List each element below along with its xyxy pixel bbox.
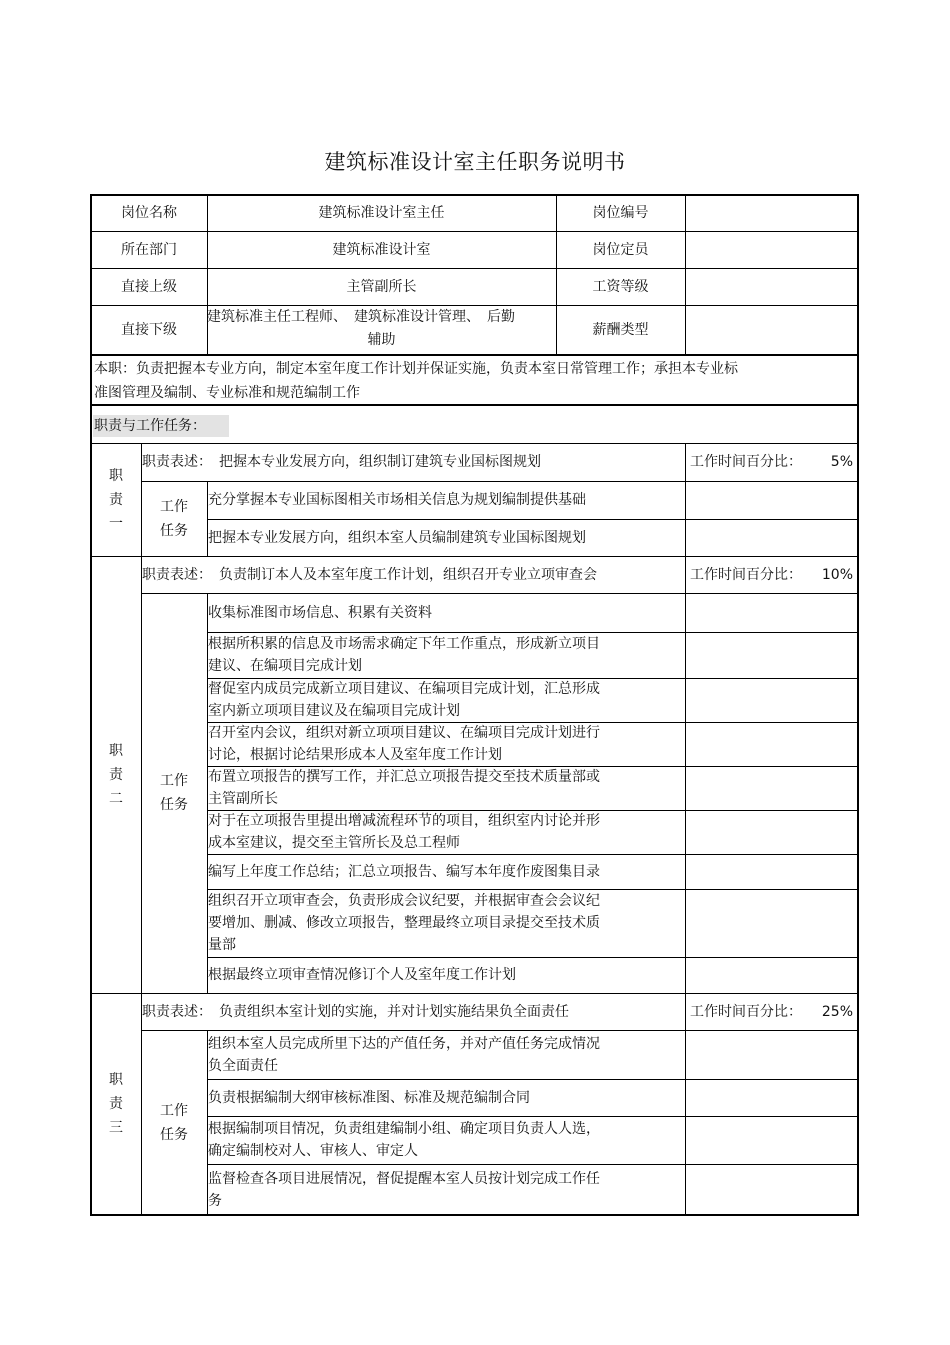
duty-task-extra [685, 1116, 858, 1164]
duty-task [207, 593, 685, 632]
table-vertical-rule [556, 194, 557, 355]
duty-task-extra [685, 1079, 858, 1116]
duty-task-line: 根据所积累的信息及市场需求确定下年工作重点，形成新立项目 [208, 636, 600, 652]
table-horizontal-rule [207, 678, 858, 679]
duty-task-label [141, 481, 207, 556]
duty-task-extra [685, 1030, 858, 1079]
duty-task-line: 主管副所长 [208, 791, 278, 807]
header-label-2: 薪酬类型 [592, 322, 649, 338]
table-vertical-rule [857, 194, 859, 1216]
header-value-2 [685, 231, 858, 268]
duty-task-lines [208, 602, 432, 624]
duty-task-extra [685, 722, 858, 766]
duty-task [207, 519, 685, 556]
table-vertical-rule [141, 993, 142, 1215]
header-label-2: 岗位定员 [592, 241, 649, 258]
duty-name-char: 职 [109, 1072, 123, 1088]
duty-task-line: 召开室内会议，组织对新立项项目建议、在编项目完成计划进行 [208, 725, 600, 741]
duty-task-extra [685, 957, 858, 993]
header-label: 岗位名称 [121, 204, 177, 221]
header-label: 直接下级 [121, 322, 177, 338]
duty-task [207, 722, 685, 766]
table-horizontal-rule [207, 1079, 858, 1080]
table-horizontal-rule [207, 766, 858, 767]
header-label: 所在部门 [121, 241, 177, 258]
table-vertical-rule [141, 556, 142, 993]
duty-task-lines [208, 1033, 600, 1077]
duty-task-lines [208, 766, 600, 810]
duty-task-extra [685, 678, 858, 722]
header-value: 主管副所长 [346, 278, 417, 295]
duty-name-char: 职 [109, 467, 123, 484]
duty-task-extra [685, 854, 858, 889]
duty-time-value: 25% [821, 1003, 853, 1020]
duty-task-label-word: 工作 [160, 773, 188, 789]
table-vertical-rule [685, 443, 686, 556]
duty-task-lines [208, 1118, 600, 1162]
duty-task-lines [208, 1087, 530, 1109]
duty-task [207, 1164, 685, 1215]
duty-name [91, 556, 141, 993]
duty-task-lines [208, 890, 600, 956]
duty-task-lines [208, 861, 600, 883]
header-value-line: 辅助 [367, 332, 396, 348]
duty-statement: 职责表述： 负责组织本室计划的实施，并对计划实施结果负全面责任 [142, 1003, 569, 1020]
duty-task-line: 把握本专业发展方向，组织本室人员编制建筑专业国标图规划 [208, 529, 586, 546]
table-vertical-rule [207, 194, 208, 355]
table-horizontal-rule [141, 481, 858, 482]
duty-task [207, 810, 685, 854]
duty-task [207, 678, 685, 722]
duty-task-line: 充分掌握本专业国标图相关市场相关信息为规划编制提供基础 [208, 492, 586, 508]
header-label: 直接上级 [121, 278, 177, 295]
duty-task-line: 要增加、删减、修改立项报告，整理最终立项目录提交至技术质 [208, 915, 600, 931]
duty-task-lines [208, 489, 586, 511]
duty-task-line: 监督检查各项目进展情况，督促提醒本室人员按计划完成工作任 [208, 1170, 600, 1187]
duty-task [207, 1079, 685, 1116]
duty-time-value: 10% [821, 566, 853, 583]
table-horizontal-rule [207, 1116, 858, 1117]
table-vertical-rule [207, 1030, 208, 1215]
duty-task [207, 766, 685, 810]
duty-name-char: 责 [109, 766, 123, 783]
duty-task-line: 负责根据编制大纲审核标准图、标准及规范编制合同 [208, 1089, 530, 1106]
duty-task-label-word: 任务 [160, 797, 188, 813]
duty-task-lines [208, 527, 586, 549]
table-horizontal-rule [91, 1214, 859, 1216]
duty-task-label-word: 任务 [160, 522, 188, 539]
duty-task-extra [685, 519, 858, 556]
duty-name-char: 职 [109, 742, 123, 759]
duty-time-label: 工作时间百分比： [690, 566, 802, 583]
duty-task-line: 根据最终立项审查情况修订个人及室年度工作计划 [208, 967, 516, 983]
table-horizontal-rule [91, 404, 859, 406]
duty-task-line: 编写上年度工作总结；汇总立项报告、编写本年度作废图集目录 [208, 863, 600, 880]
table-horizontal-rule [141, 593, 858, 594]
duty-task-lines [208, 964, 516, 986]
duty-task [207, 1030, 685, 1079]
duty-task-extra [685, 632, 858, 678]
duty-statement: 职责表述： 负责制订本人及本室年度工作计划，组织召开专业立项审查会 [142, 566, 597, 583]
duty-statement: 职责表述： 把握本专业发展方向，组织制订建筑专业国标图规划 [142, 454, 541, 470]
duty-time-value: 5% [830, 454, 853, 470]
duty-task-extra [685, 766, 858, 810]
header-value-line: 建筑标准主任工程师、 建筑标准设计管理、 后勤 [207, 309, 515, 325]
header-value-lines [207, 306, 556, 352]
duty-task-line: 务 [208, 1192, 222, 1209]
duty-task-extra [685, 593, 858, 632]
duty-task-line: 组织召开立项审查会，负责形成会议纪要，并根据审查会会议纪 [208, 893, 600, 909]
duty-name-char: 责 [109, 1096, 123, 1112]
summary-text-line: 本职：负责把握本专业方向，制定本室年度工作计划并保证实施，负责本室日常管理工作；承担本专业标 [94, 361, 738, 377]
duty-task-extra [685, 1164, 858, 1215]
table-vertical-rule [685, 993, 686, 1215]
table-vertical-rule [207, 593, 208, 993]
duty-task-line: 成本室建议，提交至主管所长及总工程师 [208, 835, 460, 851]
header-value: 建筑标准设计室主任 [318, 204, 445, 221]
header-value-2 [685, 268, 858, 305]
duties-header: 职责与工作任务： [93, 415, 229, 437]
duty-task-label [141, 593, 207, 993]
table-vertical-rule [141, 443, 142, 556]
duty-task-line: 建议、在编项目完成计划 [208, 658, 362, 674]
duty-task-label-word: 任务 [160, 1126, 188, 1143]
duty-task-extra [685, 889, 858, 957]
table-vertical-rule [207, 481, 208, 556]
table-vertical-rule [685, 556, 686, 993]
duty-task-lines [208, 810, 600, 854]
header-value: 建筑标准设计室 [332, 241, 431, 258]
table-horizontal-rule [207, 1164, 858, 1165]
duty-name-char: 一 [109, 515, 123, 532]
table-horizontal-rule [207, 810, 858, 811]
summary-text [91, 355, 858, 405]
duty-task-lines [208, 722, 600, 766]
duty-task-label-word: 工作 [160, 1102, 188, 1119]
duty-task [207, 957, 685, 993]
table-horizontal-rule [207, 889, 858, 890]
header-value [207, 305, 556, 355]
summary-text-line: 准图管理及编制、专业标准和规范编制工作 [94, 385, 360, 401]
duty-task [207, 481, 685, 519]
header-value-2 [685, 194, 858, 231]
duty-task [207, 854, 685, 889]
duty-name [91, 993, 141, 1215]
duty-time-label: 工作时间百分比： [690, 454, 802, 470]
duty-task [207, 632, 685, 678]
header-label-2: 岗位编号 [592, 204, 649, 221]
duty-task [207, 889, 685, 957]
duty-name-char: 责 [109, 491, 123, 508]
duty-task-line: 收集标准图市场信息、积累有关资料 [208, 604, 432, 621]
duty-task-lines [208, 1168, 600, 1212]
table-horizontal-rule [207, 722, 858, 723]
table-horizontal-rule [207, 519, 858, 520]
duty-task-line: 对于在立项报告里提出增减流程环节的项目，组织室内讨论并形 [208, 813, 600, 829]
summary-text-lines [94, 357, 858, 405]
table-horizontal-rule [141, 1030, 858, 1031]
duty-task-line: 负全面责任 [208, 1057, 278, 1074]
duty-name [91, 443, 141, 556]
duty-task-lines [208, 678, 600, 722]
duty-task-line: 讨论，根据讨论结果形成本人及室年度工作计划 [208, 747, 502, 763]
table-vertical-rule [685, 194, 686, 355]
duty-task-line: 室内新立项项目建议及在编项目完成计划 [208, 703, 460, 719]
duty-task-label [141, 1030, 207, 1215]
document-title: 建筑标准设计室主任职务说明书 [324, 150, 626, 174]
duty-time-label: 工作时间百分比： [690, 1003, 802, 1020]
table-vertical-rule [90, 194, 92, 1216]
duty-name-char: 三 [109, 1120, 123, 1136]
duty-task-line: 根据编制项目情况，负责组建编制小组、确定项目负责人人选， [208, 1121, 600, 1137]
duty-task-line: 确定编制校对人、审核人、审定人 [208, 1143, 418, 1159]
duty-task-line: 布置立项报告的撰写工作，并汇总立项报告提交至技术质量部或 [208, 769, 600, 785]
table-horizontal-rule [207, 632, 858, 633]
duty-task-lines [208, 633, 600, 677]
duty-task-label-word: 工作 [160, 498, 188, 515]
duty-task-line: 组织本室人员完成所里下达的产值任务，并对产值任务完成情况 [208, 1035, 600, 1052]
duty-task-extra [685, 810, 858, 854]
duty-task [207, 1116, 685, 1164]
duty-task-line: 量部 [208, 937, 236, 953]
duty-task-line: 督促室内成员完成新立项目建议、在编项目完成计划，汇总形成 [208, 681, 600, 697]
table-horizontal-rule [207, 854, 858, 855]
table-horizontal-rule [207, 957, 858, 958]
duty-name-char: 二 [109, 790, 123, 807]
header-value-2 [685, 305, 858, 355]
duty-task-extra [685, 481, 858, 519]
header-label-2: 工资等级 [592, 278, 649, 295]
